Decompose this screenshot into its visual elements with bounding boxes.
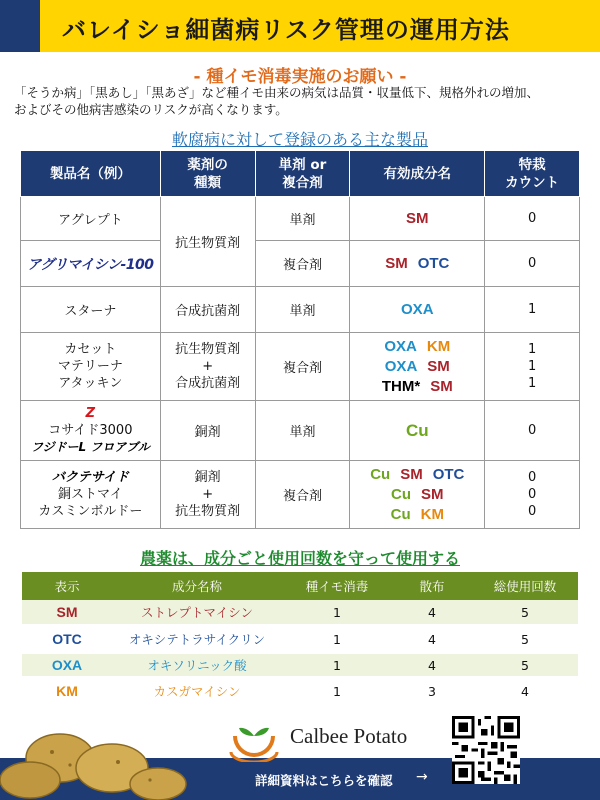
total-count: 5 bbox=[472, 600, 578, 626]
seed-count: 1 bbox=[282, 652, 392, 678]
count-value: 1 bbox=[485, 287, 580, 333]
table-row bbox=[22, 678, 578, 704]
col-count bbox=[485, 151, 580, 197]
col-product-name: 製品名（例） bbox=[21, 151, 161, 197]
seed-count: 1 bbox=[282, 678, 392, 704]
code-oxa: OXA bbox=[401, 301, 434, 318]
code-line bbox=[350, 485, 484, 505]
mix-type: 複合剤 bbox=[255, 461, 350, 529]
table-row bbox=[22, 626, 578, 652]
count-value: 0 bbox=[527, 487, 537, 502]
count-value: 0 bbox=[527, 470, 537, 485]
count-value: 1 bbox=[527, 376, 537, 391]
col-agent-type bbox=[160, 151, 255, 197]
col-spray: 散布 bbox=[392, 572, 472, 600]
code-line bbox=[350, 337, 484, 357]
count-values bbox=[485, 461, 580, 529]
col-seed-disinfection: 種イモ消毒 bbox=[282, 572, 392, 600]
table-row bbox=[21, 333, 580, 401]
product-name: マテリーナ bbox=[57, 359, 123, 374]
product-name: コサイド3000 bbox=[48, 423, 133, 438]
code-line bbox=[350, 505, 484, 525]
product-name: アタッキン bbox=[58, 376, 123, 391]
col-single-or-mix bbox=[255, 151, 350, 197]
total-count: 5 bbox=[472, 626, 578, 652]
agent-type-line: 銅剤 bbox=[194, 470, 221, 485]
code-sm: SM bbox=[406, 210, 429, 227]
intro-text bbox=[14, 84, 594, 118]
code-sm: SM bbox=[421, 485, 444, 503]
code-sm: SM bbox=[430, 377, 453, 395]
potatoes-illustration bbox=[0, 710, 200, 800]
ingredient-name: ストレプトマイシン bbox=[112, 600, 282, 626]
code-line bbox=[350, 465, 484, 485]
col-count-line1: 特栽 bbox=[518, 156, 546, 173]
agent-type bbox=[160, 461, 255, 529]
spray-count: 4 bbox=[392, 652, 472, 678]
ingredient-codes bbox=[350, 461, 485, 529]
products-table bbox=[20, 150, 580, 529]
details-link[interactable]: 詳細資料はこちらを確認 bbox=[255, 773, 393, 788]
agent-type-line: 抗生物質剤 bbox=[175, 342, 241, 357]
agent-type-plus: + bbox=[202, 359, 214, 374]
seed-count: 1 bbox=[282, 626, 392, 652]
mix-type: 複合剤 bbox=[255, 241, 350, 287]
product-name: カセット bbox=[64, 342, 117, 357]
ingredient-code: OTC bbox=[22, 626, 112, 652]
ingredient-code: KM bbox=[22, 678, 112, 704]
ingredient-codes bbox=[350, 197, 485, 241]
code-km: KM bbox=[420, 505, 444, 523]
product-name: カスミンボルドー bbox=[38, 504, 143, 519]
table-row bbox=[21, 401, 580, 461]
code-sm: SM bbox=[385, 255, 408, 272]
code-cu: Cu bbox=[390, 505, 411, 523]
fujidol-logo: フジドーL フロアブル bbox=[30, 440, 150, 454]
products-header-row bbox=[21, 151, 580, 197]
table-row bbox=[22, 652, 578, 678]
products-section-title-text: 軟腐病に対して登録のある主な製品 bbox=[171, 130, 428, 149]
usage-section-title-text: 農薬は、成分ごと使用回数を守って使用する bbox=[139, 549, 460, 568]
ingredient-name: カスガマイシン bbox=[112, 678, 282, 704]
table-row bbox=[21, 287, 580, 333]
agent-type bbox=[160, 333, 255, 401]
total-count: 5 bbox=[472, 652, 578, 678]
ingredient-name: オキシテトラサイクリン bbox=[112, 626, 282, 652]
col-ingredient-name: 成分名称 bbox=[112, 572, 282, 600]
page-title: バレイショ細菌病リスク管理の運用方法 bbox=[62, 16, 510, 44]
ingredient-codes bbox=[350, 287, 485, 333]
agrimycin-logo: アグリマイシン-100 bbox=[27, 256, 154, 273]
mix-type: 複合剤 bbox=[255, 333, 350, 401]
table-row bbox=[21, 241, 580, 287]
spray-count: 4 bbox=[392, 600, 472, 626]
ingredient-codes bbox=[350, 333, 485, 401]
product-name: 銅ストマイ bbox=[58, 487, 123, 502]
ingredient-codes bbox=[350, 241, 485, 287]
code-line bbox=[350, 357, 484, 377]
mix-type: 単剤 bbox=[255, 197, 350, 241]
code-cu: Cu bbox=[405, 420, 429, 440]
code-oxa: OXA bbox=[384, 337, 417, 355]
bactecide-logo: バクテサイド bbox=[51, 470, 129, 485]
code-thm: THM* bbox=[381, 377, 421, 395]
subtitle: - 種イモ消毒実施のお願い - bbox=[193, 67, 407, 87]
code-km: KM bbox=[426, 337, 451, 355]
product-names bbox=[21, 401, 161, 461]
product-names bbox=[21, 461, 161, 529]
ingredient-name: オキソリニック酸 bbox=[112, 652, 282, 678]
code-cu: Cu bbox=[370, 465, 391, 483]
ingredient-codes bbox=[350, 401, 485, 461]
title-accent-block bbox=[0, 0, 40, 52]
code-otc: OTC bbox=[432, 465, 465, 483]
table-row bbox=[21, 461, 580, 529]
count-value: 0 bbox=[485, 401, 580, 461]
agent-type-line: 抗生物質剤 bbox=[175, 504, 241, 519]
product-names bbox=[21, 333, 161, 401]
col-active-ingredient: 有効成分名 bbox=[350, 151, 485, 197]
code-cu: Cu bbox=[391, 485, 412, 503]
agent-type: 銅剤 bbox=[160, 401, 255, 461]
product-name: スターナ bbox=[21, 287, 161, 333]
spray-count: 3 bbox=[392, 678, 472, 704]
count-value: 1 bbox=[527, 342, 537, 357]
col-display: 表示 bbox=[22, 572, 112, 600]
code-line bbox=[350, 377, 484, 397]
products-section-title bbox=[0, 127, 600, 150]
mix-type: 単剤 bbox=[255, 401, 350, 461]
table-row bbox=[22, 600, 578, 626]
ingredient-code: SM bbox=[22, 600, 112, 626]
col-count-line2: カウント bbox=[505, 174, 560, 191]
arrow-right-icon: → bbox=[416, 769, 428, 785]
col-single-line1: 単剤 or bbox=[278, 156, 327, 173]
total-count: 4 bbox=[472, 678, 578, 704]
agent-type-plus: + bbox=[202, 487, 214, 502]
intro-line-2: およびその他病害感染のリスクが高くなります。 bbox=[14, 102, 288, 117]
mix-type: 単剤 bbox=[255, 287, 350, 333]
title-band bbox=[0, 0, 600, 52]
count-value: 0 bbox=[527, 504, 537, 519]
brand-name: Calbee Potato bbox=[290, 724, 408, 748]
col-single-line2: 複合剤 bbox=[282, 174, 323, 191]
product-logo-agrimycin bbox=[21, 241, 161, 287]
code-oxa: OXA bbox=[384, 357, 418, 375]
usage-section-title bbox=[0, 546, 600, 569]
count-value: 1 bbox=[527, 359, 537, 374]
ingredient-code: OXA bbox=[22, 652, 112, 678]
count-value: 0 bbox=[485, 197, 580, 241]
agent-type: 抗生物質剤 bbox=[160, 197, 255, 287]
count-values bbox=[485, 333, 580, 401]
product-name: アグレプト bbox=[21, 197, 161, 241]
qr-code[interactable] bbox=[452, 716, 520, 784]
spray-count: 4 bbox=[392, 626, 472, 652]
seed-count: 1 bbox=[282, 600, 392, 626]
col-agent-type-line1: 薬剤の bbox=[187, 156, 228, 173]
count-value: 0 bbox=[485, 241, 580, 287]
col-agent-type-line2: 種類 bbox=[194, 174, 222, 191]
agent-type-line: 合成抗菌剤 bbox=[175, 376, 241, 391]
table-row bbox=[21, 197, 580, 241]
code-sm: SM bbox=[400, 465, 423, 483]
z-brand-logo: Z bbox=[85, 406, 96, 421]
code-otc: OTC bbox=[417, 255, 450, 272]
agent-type: 合成抗菌剤 bbox=[160, 287, 255, 333]
usage-header-row bbox=[22, 572, 578, 600]
intro-line-1: 「そうか病」「黒あし」「黒あざ」など種イモ由来の病気は品質・収量低下、規格外れの増加、 bbox=[14, 85, 540, 100]
usage-table bbox=[22, 572, 578, 706]
calbee-logo-icon bbox=[225, 722, 283, 762]
col-total-uses: 総使用回数 bbox=[472, 572, 578, 600]
code-sm: SM bbox=[427, 357, 450, 375]
